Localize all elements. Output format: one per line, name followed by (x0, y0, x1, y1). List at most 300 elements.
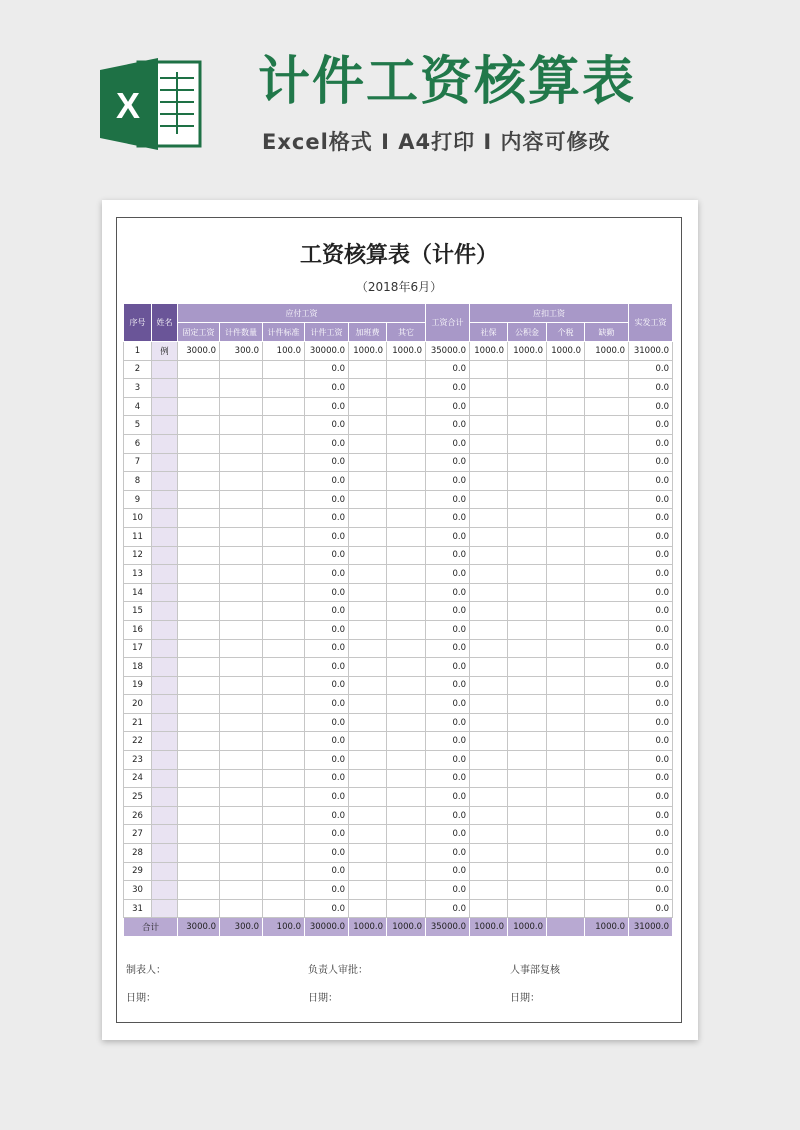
cell-housing-fund[interactable] (508, 620, 547, 639)
cell-absence[interactable] (585, 881, 629, 900)
cell-fixed-wage[interactable] (178, 806, 220, 825)
cell-fixed-wage[interactable] (178, 769, 220, 788)
cell-piece-rate[interactable] (263, 788, 305, 807)
cell-housing-fund[interactable] (508, 881, 547, 900)
cell-name[interactable] (152, 379, 178, 398)
cell-piece-wage[interactable]: 0.0 (305, 825, 349, 844)
cell-housing-fund[interactable] (508, 602, 547, 621)
cell-piece-count[interactable] (220, 527, 263, 546)
cell-social-insurance[interactable] (470, 788, 508, 807)
cell-net[interactable]: 0.0 (629, 472, 673, 491)
cell-fixed-wage[interactable]: 3000.0 (178, 342, 220, 361)
cell-housing-fund[interactable] (508, 379, 547, 398)
cell-piece-count[interactable] (220, 769, 263, 788)
cell-piece-wage[interactable]: 0.0 (305, 546, 349, 565)
cell-absence[interactable] (585, 509, 629, 528)
cell-seq[interactable]: 14 (124, 583, 152, 602)
cell-name[interactable] (152, 565, 178, 584)
cell-seq[interactable]: 17 (124, 639, 152, 658)
cell-net[interactable]: 0.0 (629, 713, 673, 732)
cell-total[interactable]: 0.0 (426, 546, 470, 565)
cell-absence[interactable] (585, 639, 629, 658)
cell-total[interactable]: 0.0 (426, 751, 470, 770)
cell-piece-wage[interactable]: 0.0 (305, 639, 349, 658)
cell-seq[interactable]: 29 (124, 862, 152, 881)
cell-piece-count[interactable] (220, 806, 263, 825)
cell-social-insurance[interactable] (470, 806, 508, 825)
cell-absence[interactable] (585, 658, 629, 677)
cell-piece-count[interactable] (220, 583, 263, 602)
cell-income-tax[interactable] (547, 583, 585, 602)
cell-housing-fund[interactable] (508, 453, 547, 472)
cell-other[interactable] (387, 695, 426, 714)
cell-piece-rate[interactable] (263, 416, 305, 435)
cell-housing-fund[interactable] (508, 397, 547, 416)
cell-income-tax[interactable] (547, 881, 585, 900)
cell-name[interactable] (152, 434, 178, 453)
cell-total[interactable]: 0.0 (426, 844, 470, 863)
cell-piece-wage[interactable]: 30000.0 (305, 342, 349, 361)
cell-piece-rate[interactable] (263, 825, 305, 844)
cell-piece-wage[interactable]: 0.0 (305, 620, 349, 639)
cell-income-tax[interactable] (547, 676, 585, 695)
cell-net[interactable]: 0.0 (629, 360, 673, 379)
cell-piece-rate[interactable] (263, 658, 305, 677)
cell-seq[interactable]: 9 (124, 490, 152, 509)
cell-absence[interactable] (585, 844, 629, 863)
cell-total[interactable]: 0.0 (426, 416, 470, 435)
cell-name[interactable] (152, 639, 178, 658)
cell-net[interactable]: 0.0 (629, 751, 673, 770)
cell-absence[interactable] (585, 676, 629, 695)
cell-piece-wage[interactable]: 0.0 (305, 806, 349, 825)
cell-absence[interactable] (585, 769, 629, 788)
cell-other[interactable] (387, 565, 426, 584)
cell-piece-rate[interactable] (263, 379, 305, 398)
cell-piece-rate[interactable] (263, 546, 305, 565)
cell-income-tax[interactable] (547, 806, 585, 825)
cell-overtime[interactable] (349, 658, 387, 677)
cell-absence[interactable] (585, 416, 629, 435)
cell-seq[interactable]: 1 (124, 342, 152, 361)
cell-name[interactable] (152, 881, 178, 900)
cell-piece-wage[interactable]: 0.0 (305, 899, 349, 918)
cell-other[interactable] (387, 658, 426, 677)
cell-absence[interactable] (585, 695, 629, 714)
cell-total[interactable]: 0.0 (426, 360, 470, 379)
cell-other[interactable] (387, 527, 426, 546)
cell-income-tax[interactable] (547, 713, 585, 732)
cell-net[interactable]: 0.0 (629, 379, 673, 398)
cell-piece-rate[interactable] (263, 490, 305, 509)
cell-housing-fund[interactable] (508, 434, 547, 453)
cell-absence[interactable] (585, 788, 629, 807)
cell-name[interactable] (152, 602, 178, 621)
cell-piece-wage[interactable]: 0.0 (305, 658, 349, 677)
cell-fixed-wage[interactable] (178, 676, 220, 695)
cell-name[interactable] (152, 472, 178, 491)
cell-seq[interactable]: 28 (124, 844, 152, 863)
cell-net[interactable]: 0.0 (629, 695, 673, 714)
cell-overtime[interactable] (349, 434, 387, 453)
cell-piece-wage[interactable]: 0.0 (305, 881, 349, 900)
cell-seq[interactable]: 5 (124, 416, 152, 435)
cell-net[interactable]: 0.0 (629, 676, 673, 695)
cell-piece-rate[interactable] (263, 472, 305, 491)
cell-total[interactable]: 0.0 (426, 602, 470, 621)
cell-net[interactable]: 0.0 (629, 453, 673, 472)
cell-income-tax[interactable] (547, 769, 585, 788)
cell-total[interactable]: 35000.0 (426, 342, 470, 361)
cell-housing-fund[interactable] (508, 658, 547, 677)
cell-fixed-wage[interactable] (178, 602, 220, 621)
cell-piece-rate[interactable] (263, 695, 305, 714)
cell-social-insurance[interactable] (470, 453, 508, 472)
cell-other[interactable] (387, 509, 426, 528)
cell-housing-fund[interactable] (508, 360, 547, 379)
cell-name[interactable] (152, 583, 178, 602)
cell-other[interactable] (387, 490, 426, 509)
cell-net[interactable]: 0.0 (629, 881, 673, 900)
cell-seq[interactable]: 26 (124, 806, 152, 825)
cell-income-tax[interactable] (547, 379, 585, 398)
cell-overtime[interactable] (349, 769, 387, 788)
cell-piece-wage[interactable]: 0.0 (305, 862, 349, 881)
cell-total[interactable]: 0.0 (426, 676, 470, 695)
cell-overtime[interactable] (349, 565, 387, 584)
cell-seq[interactable]: 20 (124, 695, 152, 714)
cell-social-insurance[interactable] (470, 899, 508, 918)
cell-housing-fund[interactable] (508, 472, 547, 491)
cell-seq[interactable]: 19 (124, 676, 152, 695)
cell-piece-wage[interactable]: 0.0 (305, 788, 349, 807)
cell-social-insurance[interactable] (470, 360, 508, 379)
cell-income-tax[interactable] (547, 527, 585, 546)
cell-fixed-wage[interactable] (178, 472, 220, 491)
cell-income-tax[interactable] (547, 397, 585, 416)
cell-housing-fund[interactable]: 1000.0 (508, 342, 547, 361)
cell-total[interactable]: 0.0 (426, 713, 470, 732)
cell-social-insurance[interactable] (470, 658, 508, 677)
cell-total[interactable]: 0.0 (426, 490, 470, 509)
cell-name[interactable] (152, 620, 178, 639)
cell-other[interactable] (387, 639, 426, 658)
cell-fixed-wage[interactable] (178, 416, 220, 435)
cell-overtime[interactable] (349, 620, 387, 639)
cell-social-insurance[interactable] (470, 695, 508, 714)
cell-seq[interactable]: 22 (124, 732, 152, 751)
cell-total[interactable]: 0.0 (426, 620, 470, 639)
cell-piece-count[interactable] (220, 844, 263, 863)
cell-social-insurance[interactable] (470, 825, 508, 844)
cell-piece-count[interactable] (220, 360, 263, 379)
cell-total[interactable]: 0.0 (426, 695, 470, 714)
cell-social-insurance[interactable] (470, 546, 508, 565)
cell-seq[interactable]: 6 (124, 434, 152, 453)
cell-overtime[interactable] (349, 695, 387, 714)
cell-income-tax[interactable] (547, 732, 585, 751)
cell-overtime[interactable] (349, 546, 387, 565)
cell-income-tax[interactable] (547, 360, 585, 379)
cell-overtime[interactable] (349, 676, 387, 695)
cell-income-tax[interactable] (547, 639, 585, 658)
cell-net[interactable]: 0.0 (629, 899, 673, 918)
cell-piece-count[interactable] (220, 620, 263, 639)
cell-piece-count[interactable] (220, 695, 263, 714)
cell-overtime[interactable] (349, 639, 387, 658)
cell-net[interactable]: 0.0 (629, 602, 673, 621)
cell-other[interactable] (387, 602, 426, 621)
cell-income-tax[interactable] (547, 472, 585, 491)
cell-piece-wage[interactable]: 0.0 (305, 434, 349, 453)
cell-piece-rate[interactable] (263, 732, 305, 751)
cell-absence[interactable] (585, 713, 629, 732)
cell-piece-wage[interactable]: 0.0 (305, 397, 349, 416)
cell-overtime[interactable] (349, 453, 387, 472)
cell-social-insurance[interactable] (470, 397, 508, 416)
cell-name[interactable] (152, 453, 178, 472)
cell-total[interactable]: 0.0 (426, 379, 470, 398)
cell-piece-wage[interactable]: 0.0 (305, 583, 349, 602)
cell-overtime[interactable] (349, 788, 387, 807)
cell-seq[interactable]: 12 (124, 546, 152, 565)
cell-income-tax[interactable] (547, 509, 585, 528)
cell-name[interactable] (152, 676, 178, 695)
cell-absence[interactable] (585, 862, 629, 881)
cell-income-tax[interactable] (547, 862, 585, 881)
cell-total[interactable]: 0.0 (426, 583, 470, 602)
cell-housing-fund[interactable] (508, 639, 547, 658)
cell-fixed-wage[interactable] (178, 565, 220, 584)
cell-net[interactable]: 0.0 (629, 565, 673, 584)
cell-piece-count[interactable] (220, 862, 263, 881)
cell-other[interactable] (387, 620, 426, 639)
cell-piece-count[interactable] (220, 397, 263, 416)
cell-social-insurance[interactable] (470, 769, 508, 788)
cell-overtime[interactable] (349, 490, 387, 509)
cell-housing-fund[interactable] (508, 862, 547, 881)
cell-housing-fund[interactable] (508, 899, 547, 918)
cell-social-insurance[interactable] (470, 844, 508, 863)
cell-name[interactable] (152, 862, 178, 881)
cell-absence[interactable] (585, 434, 629, 453)
cell-social-insurance[interactable] (470, 509, 508, 528)
cell-overtime[interactable] (349, 751, 387, 770)
cell-piece-count[interactable] (220, 565, 263, 584)
cell-name[interactable] (152, 806, 178, 825)
cell-name[interactable] (152, 658, 178, 677)
cell-piece-wage[interactable]: 0.0 (305, 490, 349, 509)
cell-fixed-wage[interactable] (178, 788, 220, 807)
cell-fixed-wage[interactable] (178, 695, 220, 714)
cell-fixed-wage[interactable] (178, 546, 220, 565)
cell-net[interactable]: 0.0 (629, 490, 673, 509)
cell-name[interactable] (152, 416, 178, 435)
cell-piece-count[interactable] (220, 881, 263, 900)
cell-overtime[interactable] (349, 881, 387, 900)
cell-total[interactable]: 0.0 (426, 788, 470, 807)
cell-housing-fund[interactable] (508, 695, 547, 714)
cell-net[interactable]: 0.0 (629, 788, 673, 807)
cell-piece-count[interactable] (220, 676, 263, 695)
cell-piece-wage[interactable]: 0.0 (305, 602, 349, 621)
cell-other[interactable] (387, 472, 426, 491)
cell-other[interactable] (387, 732, 426, 751)
cell-net[interactable]: 0.0 (629, 806, 673, 825)
cell-seq[interactable]: 23 (124, 751, 152, 770)
cell-other[interactable] (387, 769, 426, 788)
cell-piece-rate[interactable] (263, 844, 305, 863)
cell-other[interactable]: 1000.0 (387, 342, 426, 361)
cell-income-tax[interactable] (547, 658, 585, 677)
cell-net[interactable]: 0.0 (629, 639, 673, 658)
cell-housing-fund[interactable] (508, 546, 547, 565)
cell-other[interactable] (387, 676, 426, 695)
cell-net[interactable]: 0.0 (629, 434, 673, 453)
cell-piece-count[interactable] (220, 639, 263, 658)
cell-absence[interactable] (585, 453, 629, 472)
cell-piece-count[interactable] (220, 453, 263, 472)
cell-piece-rate[interactable] (263, 509, 305, 528)
cell-other[interactable] (387, 825, 426, 844)
cell-piece-wage[interactable]: 0.0 (305, 527, 349, 546)
cell-seq[interactable]: 31 (124, 899, 152, 918)
cell-piece-wage[interactable]: 0.0 (305, 416, 349, 435)
cell-seq[interactable]: 21 (124, 713, 152, 732)
cell-other[interactable] (387, 546, 426, 565)
cell-fixed-wage[interactable] (178, 713, 220, 732)
cell-income-tax[interactable] (547, 453, 585, 472)
cell-housing-fund[interactable] (508, 825, 547, 844)
cell-name[interactable] (152, 546, 178, 565)
cell-name[interactable] (152, 397, 178, 416)
cell-net[interactable]: 0.0 (629, 397, 673, 416)
cell-piece-rate[interactable] (263, 453, 305, 472)
cell-piece-wage[interactable]: 0.0 (305, 472, 349, 491)
cell-piece-wage[interactable]: 0.0 (305, 360, 349, 379)
cell-social-insurance[interactable] (470, 602, 508, 621)
cell-piece-wage[interactable]: 0.0 (305, 713, 349, 732)
cell-seq[interactable]: 24 (124, 769, 152, 788)
cell-overtime[interactable] (349, 899, 387, 918)
cell-piece-rate[interactable] (263, 713, 305, 732)
cell-seq[interactable]: 4 (124, 397, 152, 416)
cell-housing-fund[interactable] (508, 490, 547, 509)
cell-piece-rate[interactable] (263, 899, 305, 918)
cell-net[interactable]: 0.0 (629, 825, 673, 844)
cell-absence[interactable] (585, 732, 629, 751)
cell-absence[interactable]: 1000.0 (585, 342, 629, 361)
cell-piece-wage[interactable]: 0.0 (305, 769, 349, 788)
cell-net[interactable]: 0.0 (629, 844, 673, 863)
cell-social-insurance[interactable] (470, 732, 508, 751)
cell-overtime[interactable] (349, 844, 387, 863)
cell-seq[interactable]: 16 (124, 620, 152, 639)
cell-fixed-wage[interactable] (178, 732, 220, 751)
cell-piece-wage[interactable]: 0.0 (305, 732, 349, 751)
cell-social-insurance[interactable] (470, 434, 508, 453)
cell-social-insurance[interactable] (470, 713, 508, 732)
cell-other[interactable] (387, 881, 426, 900)
cell-net[interactable]: 0.0 (629, 862, 673, 881)
cell-piece-rate[interactable] (263, 862, 305, 881)
cell-seq[interactable]: 8 (124, 472, 152, 491)
cell-income-tax[interactable] (547, 751, 585, 770)
cell-piece-rate[interactable] (263, 583, 305, 602)
cell-total[interactable]: 0.0 (426, 862, 470, 881)
cell-income-tax[interactable] (547, 416, 585, 435)
cell-name[interactable] (152, 527, 178, 546)
cell-social-insurance[interactable] (470, 862, 508, 881)
cell-housing-fund[interactable] (508, 416, 547, 435)
cell-overtime[interactable] (349, 527, 387, 546)
cell-income-tax[interactable] (547, 695, 585, 714)
cell-piece-count[interactable] (220, 472, 263, 491)
cell-social-insurance[interactable] (470, 472, 508, 491)
cell-piece-wage[interactable]: 0.0 (305, 751, 349, 770)
cell-piece-rate[interactable] (263, 527, 305, 546)
cell-piece-rate[interactable] (263, 397, 305, 416)
cell-other[interactable] (387, 453, 426, 472)
cell-housing-fund[interactable] (508, 527, 547, 546)
cell-net[interactable]: 0.0 (629, 732, 673, 751)
cell-piece-count[interactable]: 300.0 (220, 342, 263, 361)
cell-name[interactable] (152, 769, 178, 788)
cell-seq[interactable]: 3 (124, 379, 152, 398)
cell-total[interactable]: 0.0 (426, 881, 470, 900)
cell-absence[interactable] (585, 472, 629, 491)
cell-overtime[interactable] (349, 360, 387, 379)
cell-overtime[interactable] (349, 825, 387, 844)
cell-absence[interactable] (585, 527, 629, 546)
cell-net[interactable]: 0.0 (629, 620, 673, 639)
cell-social-insurance[interactable] (470, 676, 508, 695)
cell-overtime[interactable] (349, 416, 387, 435)
cell-name[interactable] (152, 713, 178, 732)
cell-housing-fund[interactable] (508, 565, 547, 584)
cell-overtime[interactable]: 1000.0 (349, 342, 387, 361)
cell-other[interactable] (387, 583, 426, 602)
cell-piece-count[interactable] (220, 546, 263, 565)
cell-income-tax[interactable] (547, 620, 585, 639)
cell-fixed-wage[interactable] (178, 360, 220, 379)
cell-income-tax[interactable] (547, 490, 585, 509)
cell-other[interactable] (387, 844, 426, 863)
cell-name[interactable] (152, 899, 178, 918)
cell-name[interactable] (152, 825, 178, 844)
cell-total[interactable]: 0.0 (426, 658, 470, 677)
cell-piece-rate[interactable] (263, 639, 305, 658)
cell-income-tax[interactable] (547, 844, 585, 863)
cell-overtime[interactable] (349, 732, 387, 751)
cell-piece-count[interactable] (220, 490, 263, 509)
cell-piece-rate[interactable] (263, 602, 305, 621)
cell-total[interactable]: 0.0 (426, 806, 470, 825)
cell-overtime[interactable] (349, 806, 387, 825)
cell-social-insurance[interactable] (470, 751, 508, 770)
cell-social-insurance[interactable] (470, 583, 508, 602)
cell-total[interactable]: 0.0 (426, 397, 470, 416)
cell-piece-count[interactable] (220, 602, 263, 621)
cell-name[interactable] (152, 732, 178, 751)
cell-piece-rate[interactable] (263, 620, 305, 639)
cell-fixed-wage[interactable] (178, 620, 220, 639)
cell-piece-rate[interactable] (263, 881, 305, 900)
cell-piece-rate[interactable] (263, 676, 305, 695)
cell-piece-rate[interactable] (263, 565, 305, 584)
cell-housing-fund[interactable] (508, 769, 547, 788)
cell-piece-rate[interactable] (263, 806, 305, 825)
